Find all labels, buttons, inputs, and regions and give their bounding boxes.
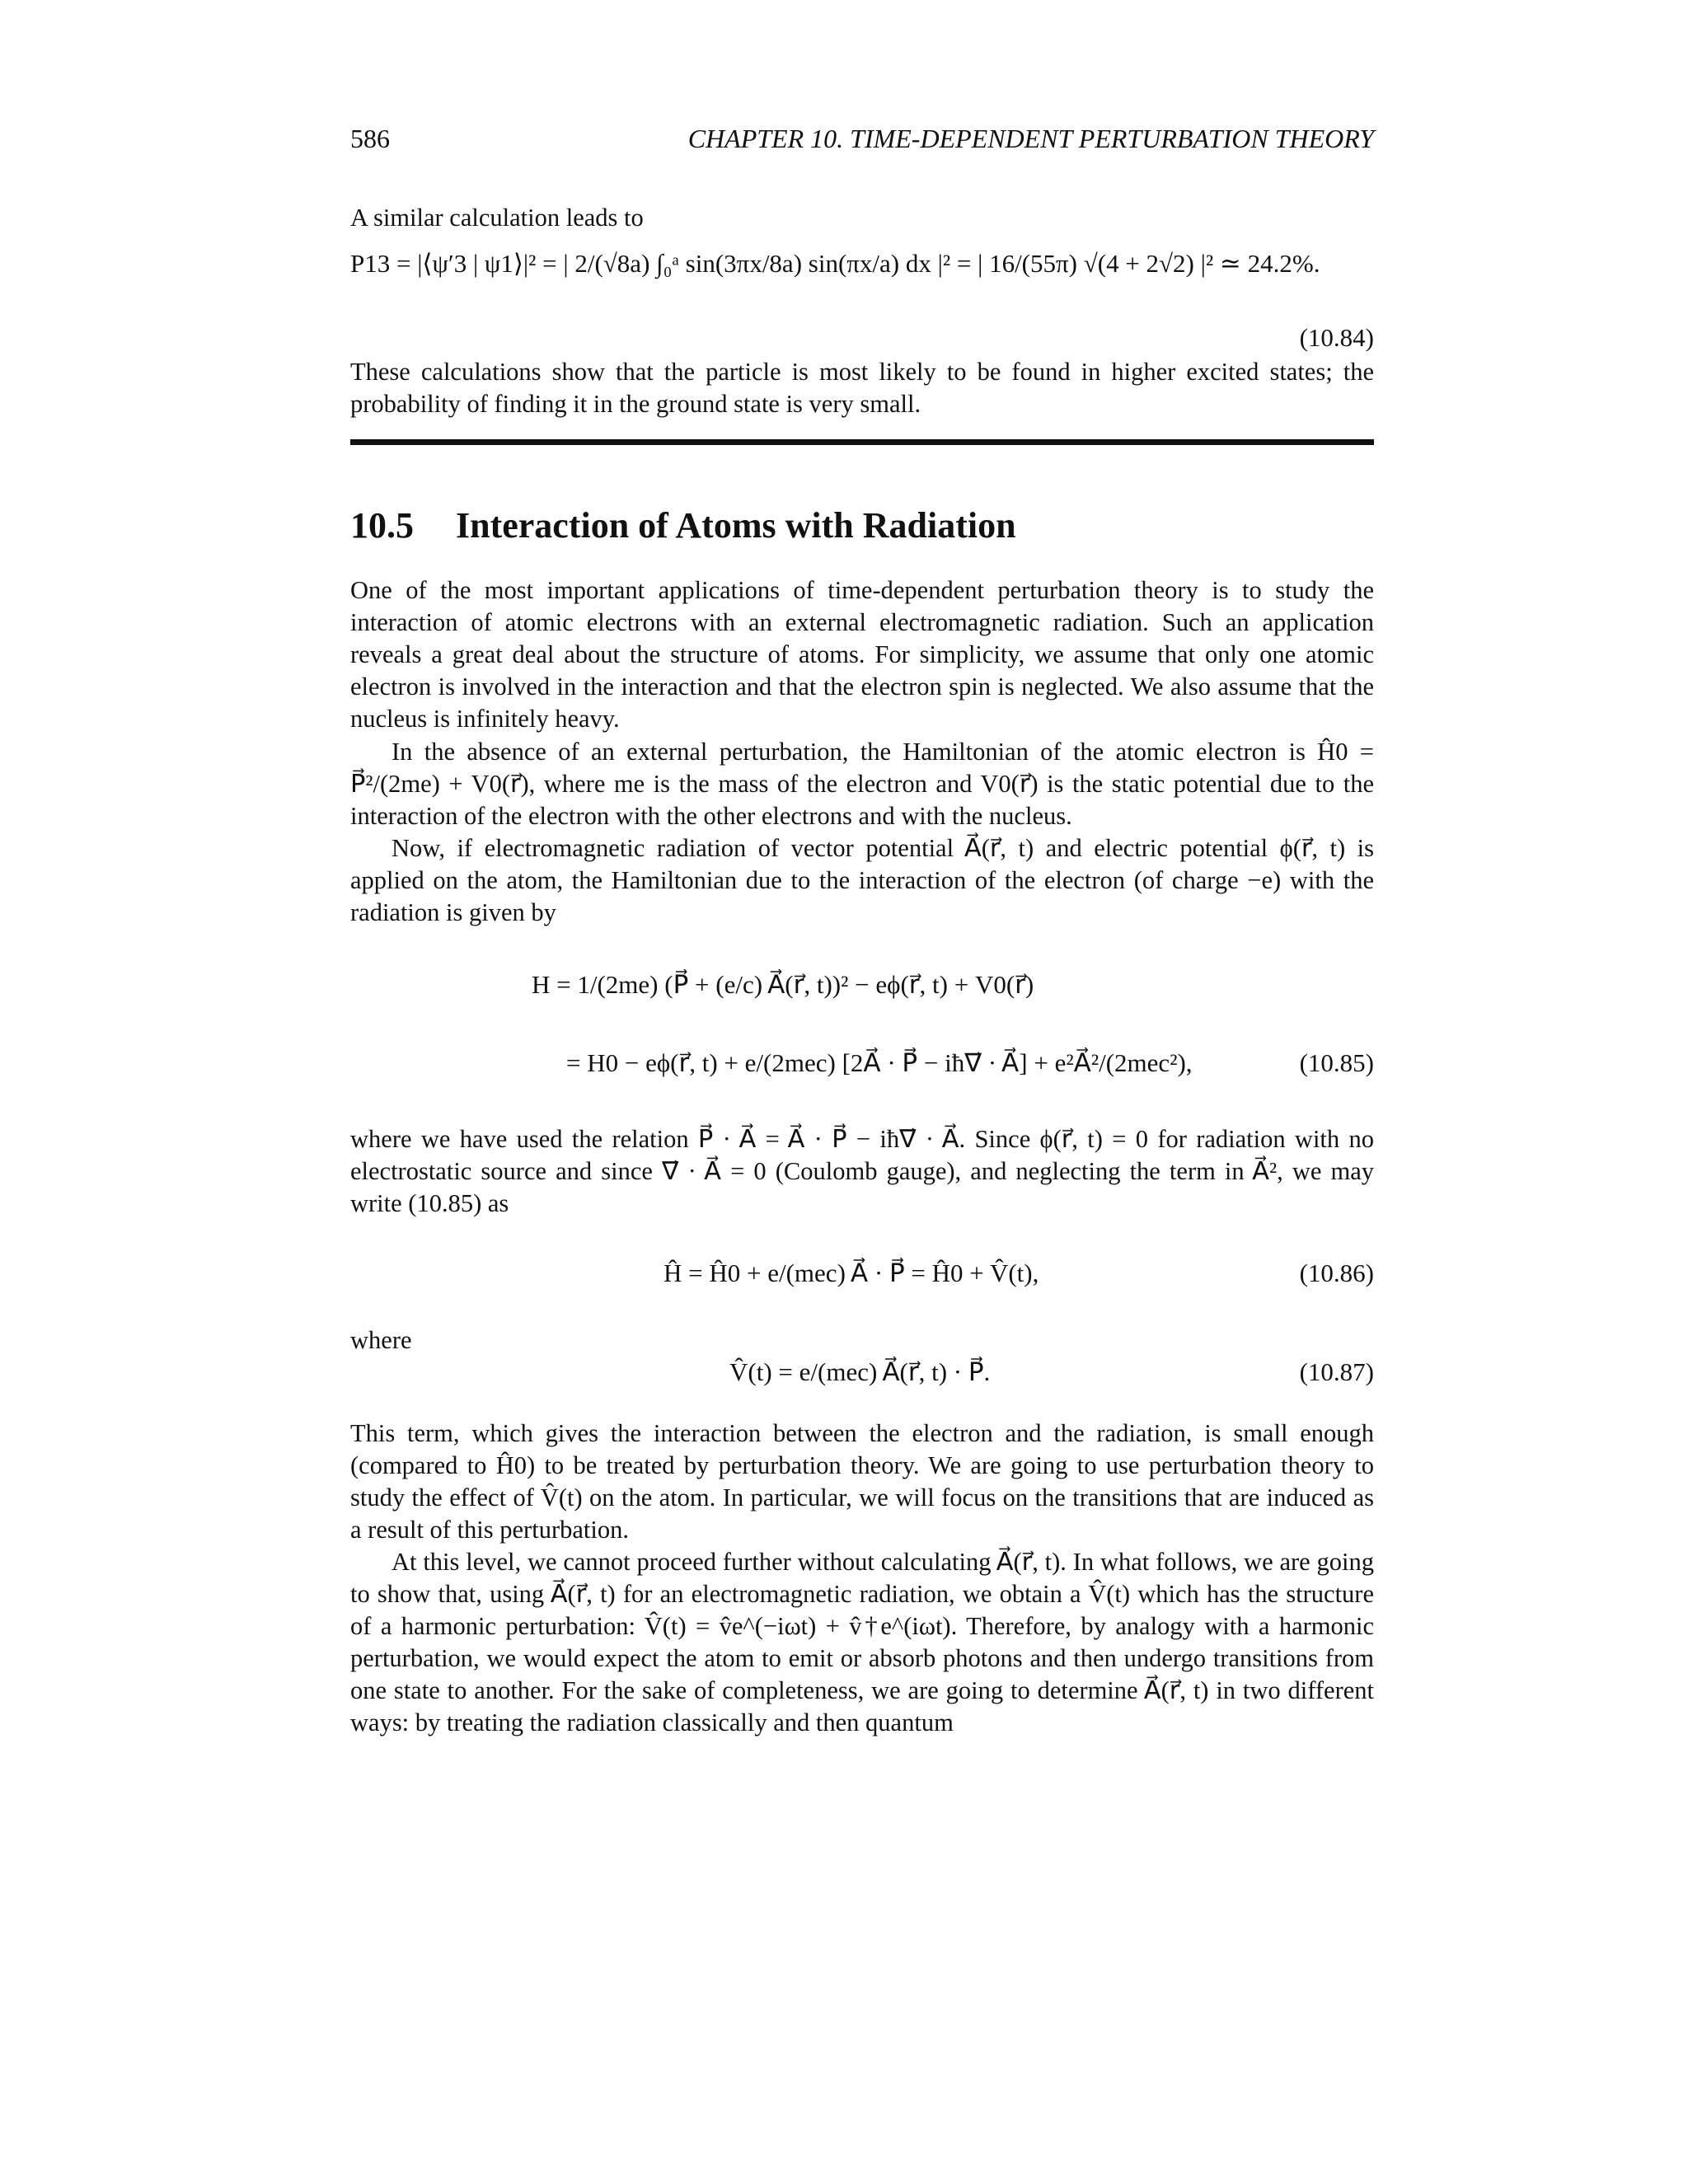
paragraph-1: One of the most important applications of time-dependent perturbation theory is to study the interaction of atomic electrons with an external electromagnetic radiation. Such an application reveals a great deal about the structure of atoms. For simplicity, we assume that only one atomic electron is involved in the interaction and that the electron spin is neglected. We also assume that the nucleus is infinitely heavy. — [350, 576, 1374, 733]
eq-1084-result: ≃ 24.2%. — [1219, 249, 1320, 278]
paragraph-2: In the absence of an external perturbation, the Hamiltonian of the atomic electron is Ĥ0 = P⃗²/(2me) + V0(r⃗), where me is the mass of the electron and V0(r⃗) is the static potential due to the interaction of the electron with the other electrons and with the nucleus. — [350, 738, 1374, 830]
equation-10-85-line-1: H = 1/(2me) (P⃗ + (e/c) A⃗(r⃗, t))² − eϕ(r⃗, t) + V0(r⃗) — [532, 970, 1034, 999]
book-page — [350, 0, 1374, 2184]
page-number: 586 — [350, 124, 390, 153]
where-word: where — [350, 1326, 412, 1354]
equation-number-10-85: (10.85) — [1299, 1048, 1374, 1077]
equation-10-87: V̂(t) = e/(mec) A⃗(r⃗, t) · P⃗. — [729, 1357, 991, 1386]
paragraph-5: This term, which gives the interaction between the electron and the radiation, is small enough (compared to Ĥ0) to be treated by perturbation theory. We are going to use perturbation theory to study the effect of V̂(t) on the atom. In particular, we will focus on the transitions that are induced as a result of this perturbation. — [350, 1419, 1374, 1544]
equation-10-86: Ĥ = Ĥ0 + e/(mec) A⃗ · P⃗ = Ĥ0 + V̂(t), — [663, 1258, 1039, 1287]
running-title: CHAPTER 10. TIME-DEPENDENT PERTURBATION THEORY — [687, 124, 1374, 153]
paragraph-3: Now, if electromagnetic radiation of vector potential A⃗(r⃗, t) and electric potential ϕ(r⃗, t) is applied on the atom, the Hamiltonian due to the interaction of the electron (of charge −e) with the radiation is given by — [350, 834, 1374, 926]
conclusion-paragraph: These calculations show that the particle is most likely to be found in higher excited states; the probability of finding it in the ground state is very small. — [350, 358, 1374, 418]
page-header — [350, 124, 1374, 162]
intro-line: A similar calculation leads to — [350, 204, 644, 232]
equation-10-84 — [350, 247, 1320, 280]
eq-1084-lhs: P13 = |⟨ψ′3 | ψ1⟩|² = — [350, 249, 557, 278]
equation-number-10-87: (10.87) — [1299, 1357, 1374, 1386]
paragraph-6: At this level, we cannot proceed further without calculating A⃗(r⃗, t). In what follows, we are going to show that, using A⃗(r⃗, t) for an electromagnetic radiation, we obtain a V̂(t) which has the structure of a harmonic perturbation: V̂(t) = v̂e^(−iωt) + v̂†e^(iωt). Therefore, by analogy with a harmonic perturbation, we would expect the atom to emit or absorb photons and then undergo transitions from one state to another. For the sake of completeness, we are going to determine A⃗(r⃗, t) in two different ways: by treating the radiation classically and then quantum — [350, 1548, 1374, 1736]
section-number: 10.5 — [350, 505, 414, 546]
equation-number-10-86: (10.86) — [1299, 1258, 1374, 1287]
eq-1084-rhs: | 16/(55π) √(4 + 2√2) |² — [978, 249, 1214, 278]
eq-1084-integral: | 2/(√8a) ∫₀ᵃ sin(3πx/8a) sin(πx/a) dx |² = — [563, 249, 972, 278]
section-heading — [350, 503, 1016, 549]
paragraph-4: where we have used the relation P⃗ · A⃗ = A⃗ · P⃗ − iħ∇⃗ · A⃗. Since ϕ(r⃗, t) = 0 for radiation with no electrostatic source and since ∇⃗ · A⃗ = 0 (Coulomb gauge), and neglecting the term in A⃗², we may write (10.85) as — [350, 1125, 1374, 1217]
equation-number-10-84: (10.84) — [1299, 323, 1374, 352]
section-title: Interaction of Atoms with Radiation — [456, 505, 1016, 546]
section-divider-rule — [350, 439, 1374, 445]
equation-10-85-line-2: = H0 − eϕ(r⃗, t) + e/(2mec) [2A⃗ · P⃗ − iħ∇⃗ · A⃗] + e²A⃗²/(2mec²), — [566, 1048, 1193, 1077]
